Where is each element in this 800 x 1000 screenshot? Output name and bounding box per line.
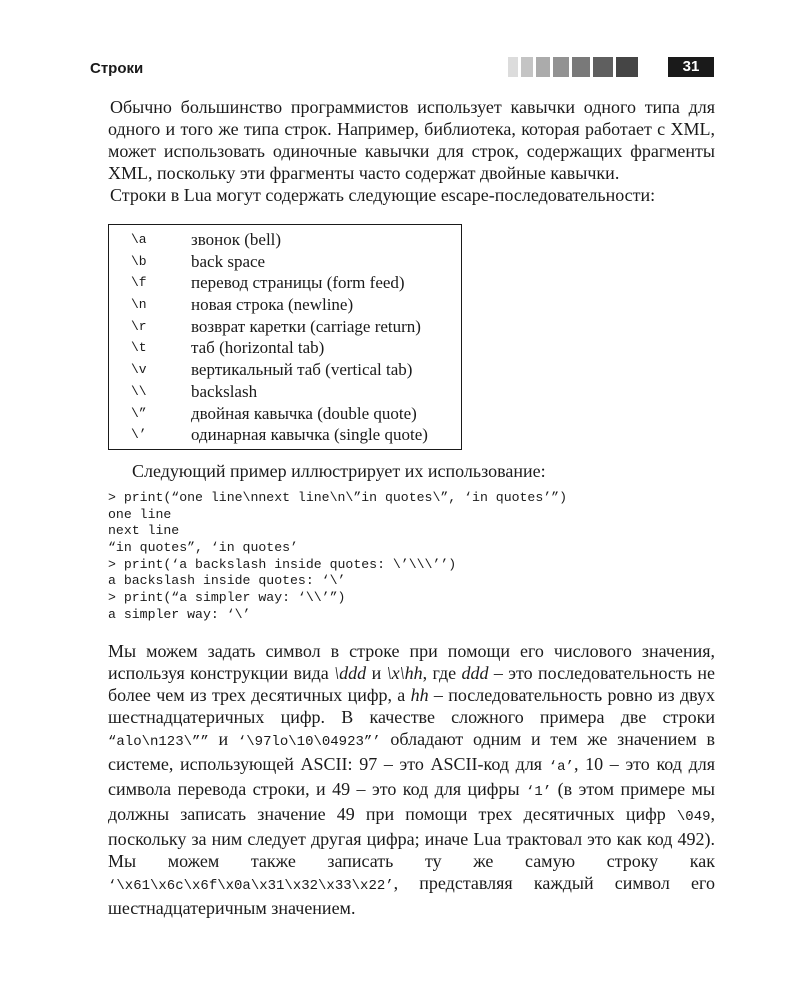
text-run: hh [410, 684, 429, 705]
text-run: и [208, 728, 238, 749]
paragraph-quotes: Обычно большинство программистов использует кавычки одного типа для одного и того же типа строк. Например, библиотека, которая работает с XML, может использовать одиночные кавычки для строк, содержащих фрагменты XML, поскольку эти фрагменты часто содержат двойные кавычки. [108, 97, 715, 183]
escape-code: \r [131, 318, 147, 334]
inline-code: \049 [676, 808, 711, 825]
text-run: и [366, 662, 387, 683]
text-run: \ddd [334, 662, 367, 683]
header-bar [593, 57, 613, 77]
code-line: a simpler way: ‘\’ [108, 606, 251, 622]
example-intro: Следующий пример иллюстрирует их использование: [132, 460, 546, 481]
code-line: next line [108, 523, 180, 539]
code-line: > print(“one line\nnext line\n\”in quotes\”, ‘in quotes’”) [108, 489, 567, 505]
inline-code: ‘\x61\x6c\x6f\x0a\x31\x32\x33\x22’ [108, 877, 394, 894]
header-bar [521, 57, 533, 77]
escape-description: возврат каретки (carriage return) [191, 316, 421, 336]
escape-row [109, 251, 461, 273]
text-run: (в этом примере мы должны записать значение 49 при помощи трех десятичных цифр [108, 778, 716, 824]
code-line: one line [108, 506, 172, 522]
escape-row [109, 424, 461, 446]
escape-description: таб (horizontal tab) [191, 338, 325, 358]
escape-code: \v [131, 362, 147, 378]
escape-description: двойная кавычка (double quote) [191, 403, 417, 423]
escape-code: \” [131, 405, 147, 421]
text-run: – последовательность ровно из двух шестнадцатеричных цифр. В качестве сложного примера две строки [108, 684, 715, 727]
section-title: Строки [90, 60, 144, 77]
page-number: 31 [668, 57, 714, 77]
text-run: , 10 – это код для символа перевода строки, и 49 – это код для цифры [108, 753, 716, 799]
escape-description: новая строка (newline) [191, 295, 354, 315]
header-bar [536, 57, 550, 77]
escape-row [109, 403, 461, 425]
escape-description: звонок (bell) [191, 230, 282, 249]
page-header [0, 54, 800, 80]
text-run: , представляя каждый символ его шестнадцатеричным значением. [108, 872, 715, 918]
escape-description: back space [191, 251, 266, 271]
escape-row [109, 272, 461, 294]
escape-code: \\ [131, 383, 147, 399]
paragraph-numeric-escapes [108, 640, 715, 919]
escape-code: \a [131, 232, 147, 247]
text-run: ddd [461, 662, 489, 683]
escape-description: одинарная кавычка (single quote) [191, 425, 428, 445]
code-example [108, 490, 715, 624]
escape-description: перевод страницы (form feed) [191, 273, 405, 293]
escape-code: \f [131, 275, 147, 291]
escape-row [109, 294, 461, 316]
text-run: обладают одним и тем же значением в системе, использующей ASCII: 97 – это ASCII-код для [108, 728, 716, 774]
page-content [108, 96, 715, 919]
text-run: \x\hh [386, 662, 423, 683]
header-bar [616, 57, 638, 77]
inline-code: ‘\97lo\10\04923”’ [237, 733, 381, 750]
escape-row [109, 229, 461, 251]
header-bar [553, 57, 569, 77]
inline-code: “alo\n123\”” [108, 733, 209, 750]
escape-code: \n [131, 297, 147, 313]
inline-code: ‘1’ [526, 783, 552, 800]
header-bar [508, 57, 518, 77]
code-line: “in quotes”, ‘in quotes’ [108, 539, 298, 555]
escape-row [109, 337, 461, 359]
escape-sequence-table [108, 224, 462, 450]
text-run: , поскольку за ним следует другая цифра; иначе Lua трактовал это как код 492). Мы можем также записать ту же самую строку как [108, 803, 715, 871]
escape-code: \t [131, 340, 147, 356]
paragraph-escape-intro: Строки в Lua могут содержать следующие escape-последовательности: [110, 185, 656, 205]
escape-row [109, 359, 461, 381]
escape-code: \b [131, 253, 147, 269]
escape-code: \’ [131, 427, 147, 443]
code-line: a backslash inside quotes: ‘\’ [108, 573, 346, 589]
code-line: > print(“a simpler way: ‘\\’”) [108, 590, 346, 606]
escape-description: backslash [191, 381, 258, 401]
escape-row [109, 381, 461, 403]
header-decoration-bars [508, 57, 641, 77]
header-bar [572, 57, 590, 77]
code-line: > print(‘a backslash inside quotes: \’\\\’’) [108, 556, 457, 572]
escape-description: вертикальный таб (vertical tab) [191, 360, 413, 380]
text-run: Мы можем задать символ в строке при помощи его числового значения, используя конструкции вида [108, 640, 715, 683]
inline-code: ‘a’ [548, 758, 574, 775]
text-run: , где [422, 662, 462, 683]
text-run: – это последовательность не более чем из трех десятичных цифр, а [108, 662, 716, 705]
escape-row [109, 316, 461, 338]
